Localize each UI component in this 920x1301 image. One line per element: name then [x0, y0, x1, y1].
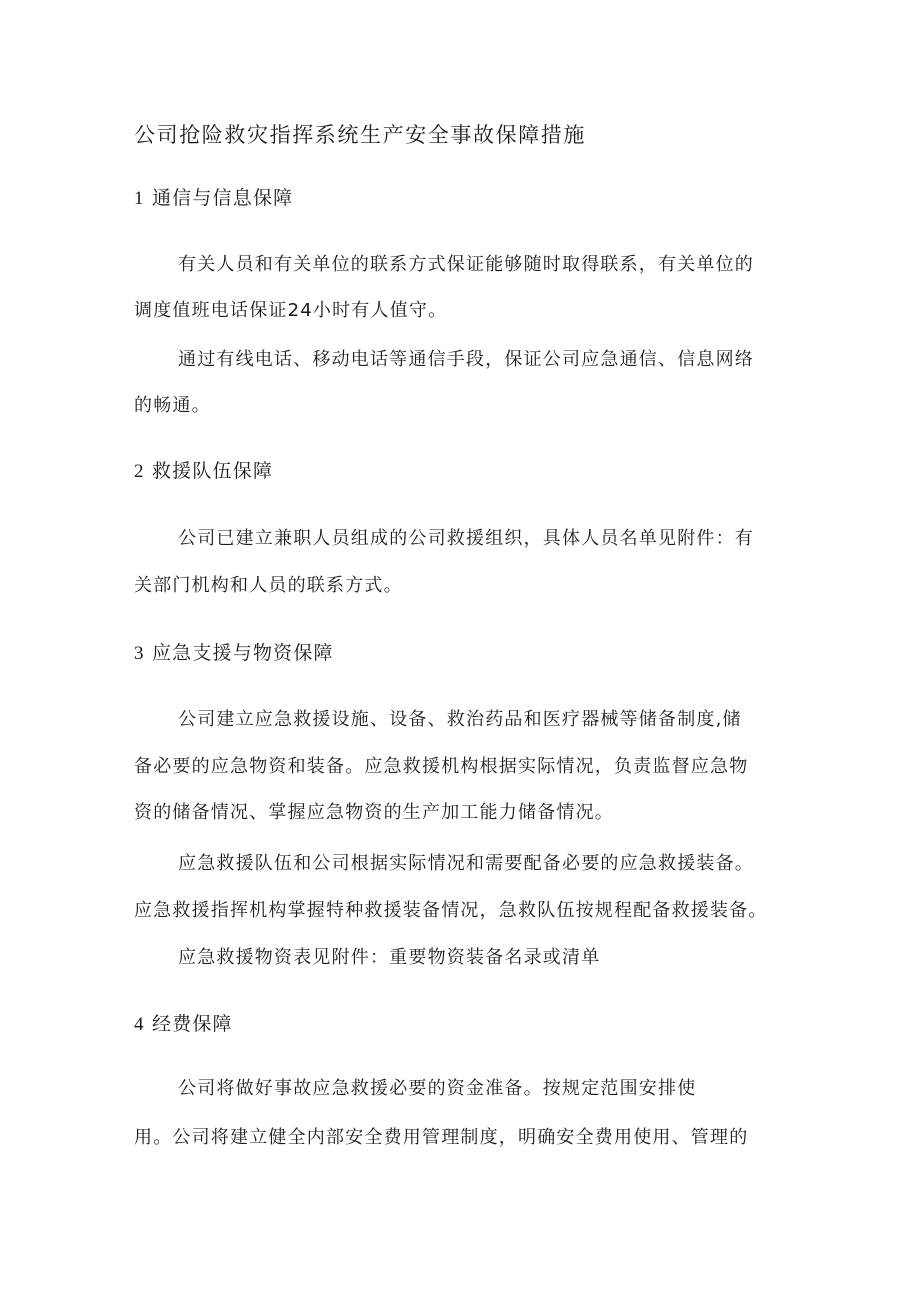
- paragraph-line: 用。公司将建立健全内部安全费用管理制度，明确安全费用使用、管理的: [134, 1127, 749, 1148]
- paragraph-line: 关部门机构和人员的联系方式。: [134, 575, 403, 596]
- section-heading: [134, 1012, 233, 1037]
- section-number: 4: [134, 1014, 145, 1035]
- section-heading: [134, 641, 334, 666]
- paragraph-line: 应急救援物资表见附件：重要物资装备名录或清单: [178, 947, 601, 968]
- section-title: 应急支援与物资保障: [151, 642, 334, 664]
- paragraph-line: 的畅通。: [134, 395, 211, 416]
- section-number: 2: [134, 461, 145, 482]
- paragraph-line: 公司建立应急救援设施、设备、救治药品和医疗器械等储备制度,储: [178, 709, 742, 730]
- document-title: 公司抢险救灾指挥系统生产安全事故保障措施: [134, 123, 586, 147]
- section-title: 经费保障: [151, 1013, 233, 1035]
- paragraph-line: 公司已建立兼职人员组成的公司救援组织，具体人员名单见附件：有: [178, 528, 754, 549]
- section-heading: [134, 459, 273, 484]
- paragraph-line: 公司将做好事故应急救援必要的资金准备。按规定范围安排使: [178, 1078, 697, 1099]
- paragraph-line: 备必要的应急物资和装备。应急救援机构根据实际情况，负责监督应急物: [134, 756, 749, 777]
- section-number: 3: [134, 643, 145, 664]
- section-title: 救援队伍保障: [151, 460, 274, 482]
- section-title: 通信与信息保障: [151, 187, 294, 209]
- paragraph-line: 通过有线电话、移动电话等通信手段，保证公司应急通信、信息网络: [178, 349, 754, 370]
- paragraph-line: 调度值班电话保证24小时有人值守。: [134, 300, 448, 321]
- paragraph-line: 资的储备情况、掌握应急物资的生产加工能力储备情况。: [134, 802, 614, 823]
- section-heading: [134, 186, 293, 211]
- paragraph-line: 有关人员和有关单位的联系方式保证能够随时取得联系，有关单位的: [178, 254, 754, 275]
- paragraph-line: 应急救援指挥机构掌握特种救援装备情况，急救队伍按规程配备救援装备。: [134, 900, 768, 921]
- paragraph-line: 应急救援队伍和公司根据实际情况和需要配备必要的应急救援装备。: [178, 853, 754, 874]
- section-number: 1: [134, 188, 145, 209]
